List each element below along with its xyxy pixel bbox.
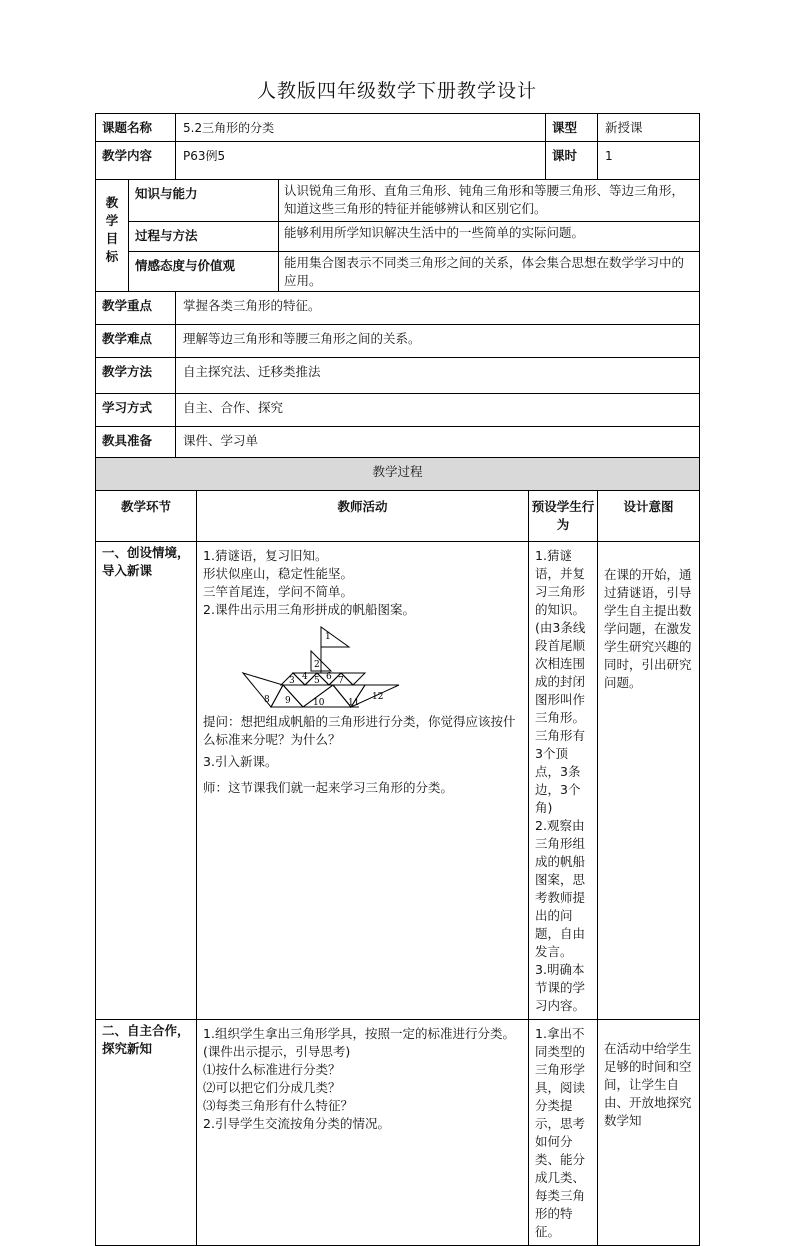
stage-2-design: 在活动中给学生足够的时间和空间，让学生自由、开放地探究数学知 xyxy=(598,1020,700,1246)
stage-2-student xyxy=(529,1020,598,1246)
type-value: 新授课 xyxy=(598,114,700,142)
difficulty-value: 理解等边三角形和等腰三角形之间的关系。 xyxy=(176,325,700,358)
figure-number: 3 xyxy=(289,676,295,686)
objective-knowledge-label: 知识与能力 xyxy=(129,180,279,222)
teacher-line: 形状似座山，稳定性能坚。 xyxy=(203,566,354,581)
student-line: (由3条线段首尾顺次相连围成的封闭图形叫作三角形。三角形有3个顶点，3条边，3个角) xyxy=(535,620,586,815)
objective-knowledge-value: 认识锐角三角形、直角三角形、钝角三角形和等腰三角形、等边三角形，知道这些三角形的特征并能够辨认和区别它们。 xyxy=(279,180,700,222)
student-line: 2.观察由三角形组成的帆船图案，思考教师提出的问题，自由发言。 xyxy=(535,818,586,959)
teacher-line: 2.课件出示用三角形拼成的帆船图案。 xyxy=(203,602,415,617)
method-value: 自主探究法、迁移类推法 xyxy=(176,358,700,394)
topic-label: 课题名称 xyxy=(96,114,176,142)
student-line: 1.拿出不同类型的三角形学具，阅读分类提示，思考如何分类、能分成几类、每类三角形的特征。 xyxy=(535,1026,586,1239)
teacher-line: ⑵可以把它们分成几类？ xyxy=(203,1080,341,1095)
figure-number: 12 xyxy=(372,692,384,702)
content-label: 教学内容 xyxy=(96,142,176,180)
figure-number: 4 xyxy=(302,672,308,682)
figure-number: 11 xyxy=(348,698,360,708)
hours-value: 1 xyxy=(598,142,700,180)
lesson-plan-table xyxy=(95,113,700,1246)
teacher-line: 2.引导学生交流按角分类的情况。 xyxy=(203,1116,390,1131)
teacher-line: 3.引入新课。 xyxy=(203,754,278,769)
student-line: 1.猜谜语，并复习三角形的知识。 xyxy=(535,548,586,617)
figure-number: 9 xyxy=(285,696,291,706)
student-line: 3.明确本节课的学习内容。 xyxy=(535,962,586,1013)
learning-mode-value: 自主、合作、探究 xyxy=(176,394,700,427)
figure-number: 5 xyxy=(314,676,320,686)
figure-number: 8 xyxy=(264,695,270,705)
materials-label: 教具准备 xyxy=(96,427,176,458)
teacher-line: 1.组织学生拿出三角形学具，按照一定的标准进行分类。(课件出示提示，引导思考) xyxy=(203,1026,515,1059)
teacher-line: 三竿首尾连，学问不简单。 xyxy=(203,584,354,599)
figure-number: 1 xyxy=(325,632,331,642)
topic-value: 5.2三角形的分类 xyxy=(176,114,546,142)
type-label: 课型 xyxy=(546,114,598,142)
stage-2-name: 二、自主合作，探究新知 xyxy=(96,1020,197,1246)
key-point-value: 掌握各类三角形的特征。 xyxy=(176,292,700,325)
objective-process-value: 能够利用所学知识解决生活中的一些简单的实际问题。 xyxy=(279,222,700,252)
difficulty-label: 教学难点 xyxy=(96,325,176,358)
figure-number: 10 xyxy=(313,698,325,708)
objective-attitude-value: 能用集合图表示不同类三角形之间的关系，体会集合思想在数学学习中的应用。 xyxy=(279,252,700,292)
objective-process-label: 过程与方法 xyxy=(129,222,279,252)
teacher-line: ⑴按什么标准进行分类？ xyxy=(203,1062,341,1077)
stage-1-teacher xyxy=(197,542,529,1020)
teacher-line: ⑶每类三角形有什么特征？ xyxy=(203,1098,354,1113)
figure-number: 7 xyxy=(338,676,344,686)
stage-2-teacher xyxy=(197,1020,529,1246)
sailboat-triangles-figure xyxy=(241,623,401,709)
content-value: P63例5 xyxy=(176,142,546,180)
teacher-line: 提问：想把组成帆船的三角形进行分类，你觉得应该按什么标准来分呢？为什么？ xyxy=(203,714,516,747)
hours-label: 课时 xyxy=(546,142,598,180)
stage-1-student xyxy=(529,542,598,1020)
key-point-label: 教学重点 xyxy=(96,292,176,325)
stage-1-design: 在课的开始，通过猜谜语，引导学生自主提出数学问题，在激发学生研究兴趣的同时，引出研究问题。 xyxy=(598,542,700,1020)
header-stage: 教学环节 xyxy=(96,491,197,542)
figure-number: 6 xyxy=(326,672,332,682)
learning-mode-label: 学习方式 xyxy=(96,394,176,427)
method-label: 教学方法 xyxy=(96,358,176,394)
teacher-line: 师：这节课我们就一起来学习三角形的分类。 xyxy=(203,780,454,795)
process-title: 教学过程 xyxy=(96,458,700,491)
objectives-label: 教 学 目 标 xyxy=(96,180,129,292)
header-student: 预设学生行为 xyxy=(529,491,598,542)
figure-number: 2 xyxy=(314,660,320,670)
header-design: 设计意图 xyxy=(598,491,700,542)
stage-1-name: 一、创设情境，导入新课 xyxy=(96,542,197,1020)
materials-value: 课件、学习单 xyxy=(176,427,700,458)
teacher-line: 1.猜谜语，复习旧知。 xyxy=(203,548,328,563)
header-teacher: 教师活动 xyxy=(197,491,529,542)
document-title: 人教版四年级数学下册教学设计 xyxy=(256,80,537,102)
objective-attitude-label: 情感态度与价值观 xyxy=(129,252,279,292)
